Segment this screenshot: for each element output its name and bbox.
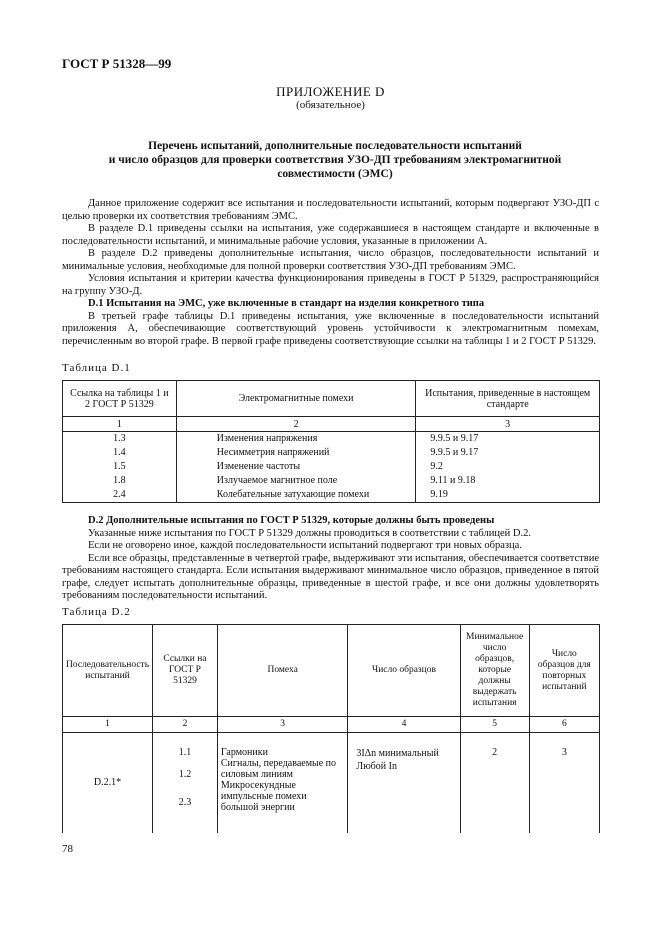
table1-caption: Таблица D.1 <box>62 362 131 374</box>
t1-cell-disturbance: Несимметрия напряжений <box>176 446 416 460</box>
t1-header-tests: Испытания, приведенные в настоящем стандарте <box>416 381 600 417</box>
t1-cell-ref: 1.4 <box>63 446 177 460</box>
ref-item: 1.2 <box>178 769 192 780</box>
t2-header-refs: Ссылки на ГОСТ Р 51329 <box>153 625 218 717</box>
paragraph-7: Если не оговорено иное, каждой последовательности испытаний подвергают три новых образца. <box>88 540 522 551</box>
paragraph-4: Условия испытания и критерии качества функционирования приведены в ГОСТ Р 51329, распространяющийся на группу УЗО-Д. <box>62 273 599 297</box>
main-title-line1: Перечень испытаний, дополнительные последовательности испытаний <box>148 140 522 152</box>
main-title-line2: и число образцов для проверки соответствия УЗО-ДП требованиям электромагнитной <box>108 154 562 166</box>
t2-header-sequence: Последовательность испытаний <box>63 625 153 717</box>
section-d1-heading: D.1 Испытания на ЭМС, уже включенные в стандарт на изделия конкретного типа <box>88 298 485 309</box>
t1-cell-disturbance: Излучаемое магнитное поле <box>176 474 416 488</box>
t1-header-ref: Ссылка на таблицы 1 и 2 ГОСТ Р 51329 <box>63 381 177 417</box>
page-number: 78 <box>62 843 73 855</box>
appendix-title: ПРИЛОЖЕНИЕ D <box>276 84 385 99</box>
t2-cell-retest: 3 <box>529 733 599 833</box>
t1-cell-disturbance: Изменение частоты <box>176 460 416 474</box>
intro-text <box>62 198 599 348</box>
table2-caption: Таблица D.2 <box>62 606 131 618</box>
t1-colnum: 1 <box>63 417 177 432</box>
t1-cell-tests: 9.19 <box>416 488 600 503</box>
t1-cell-ref: 2.4 <box>63 488 177 503</box>
table-row <box>63 460 600 474</box>
t1-colnum: 3 <box>416 417 600 432</box>
disturbance-item: Микросекундные импульсные помехи большой энергии <box>220 780 307 813</box>
main-title <box>80 139 590 181</box>
t2-cell-samples <box>348 733 460 833</box>
t2-header-samples: Число образцов <box>348 625 460 717</box>
t1-cell-disturbance: Колебательные затухающие помехи <box>176 488 416 503</box>
paragraph-1: Данное приложение содержит все испытания и последовательности испытаний, которым подвергают УЗО-ДП с целью проверки их соответствия требованиям ЭМС. <box>62 198 599 222</box>
t2-cell-min-samples: 2 <box>460 733 529 833</box>
t2-cell-disturbance <box>217 733 348 833</box>
t2-cell-refs <box>153 733 218 833</box>
paragraph-3: В разделе D.2 приведены дополнительные испытания, число образцов, последовательности испытаний и минимальные условия, необходимые для полной проверки соответствия УЗО-ДП требованиям ЭМС. <box>62 248 599 272</box>
t1-cell-tests: 9.9.5 и 9.17 <box>416 432 600 447</box>
t1-cell-tests: 9.2 <box>416 460 600 474</box>
t1-cell-ref: 1.5 <box>63 460 177 474</box>
document-code: ГОСТ Р 51328—99 <box>62 56 172 71</box>
t2-cell-sequence: D.2.1* <box>63 733 153 833</box>
t1-cell-ref: 1.8 <box>63 474 177 488</box>
t1-cell-disturbance: Изменения напряжения <box>176 432 416 447</box>
t2-colnum: 5 <box>460 717 529 733</box>
t2-header-disturbance: Помеха <box>217 625 348 717</box>
disturbance-item: Сигналы, передаваемые по силовым линиям <box>220 758 337 780</box>
t2-header-retest: Число образцов для повторных испытаний <box>529 625 599 717</box>
t2-colnum: 6 <box>529 717 599 733</box>
disturbance-item: Гармоники <box>220 747 268 758</box>
t1-cell-ref: 1.3 <box>63 432 177 447</box>
table-row <box>63 432 600 447</box>
t1-cell-tests: 9.9.5 и 9.17 <box>416 446 600 460</box>
t1-cell-tests: 9.11 и 9.18 <box>416 474 600 488</box>
appendix-subtitle: (обязательное) <box>296 99 365 111</box>
table-row <box>63 446 600 460</box>
ref-item: 2.3 <box>178 797 192 808</box>
section-d2-text <box>62 515 599 603</box>
main-title-line3: совместимости (ЭМС) <box>277 168 393 180</box>
section-d2-heading: D.2 Дополнительные испытания по ГОСТ Р 51329, которые должны быть проведены <box>88 515 495 526</box>
t2-colnum: 1 <box>63 717 153 733</box>
table-d1 <box>62 380 600 503</box>
t1-colnum: 2 <box>176 417 416 432</box>
t2-header-min-samples: Минимальное число образцов, которые должны выдержать испытания <box>460 625 529 717</box>
table-row <box>63 474 600 488</box>
table-d2 <box>62 624 600 833</box>
t2-colnum: 2 <box>153 717 218 733</box>
table-row <box>63 488 600 503</box>
paragraph-6: Указанные ниже испытания по ГОСТ Р 51329 должны проводиться в соответствии с таблицей D.2. <box>88 527 531 539</box>
t2-colnum: 3 <box>217 717 348 733</box>
t1-header-disturbance: Электромагнитные помехи <box>176 381 416 417</box>
t2-colnum: 4 <box>348 717 460 733</box>
samples-item: Любой In <box>356 761 397 772</box>
paragraph-5: В третьей графе таблицы D.1 приведены испытания, уже включенные в последовательности испытаний приложения А, обеспечивающие соответствующий уровень устойчивости к электромагнитным помехам, перечисленным во второй графе. В первой графе приведены соответствующие ссылки на таблицы 1 и 2 ГОСТ Р 51329. <box>62 310 599 347</box>
table-row <box>63 733 600 833</box>
paragraph-2: В разделе D.1 приведены ссылки на испытания, уже содержавшиеся в настоящем стандарте и включенные в последовательности испытаний, и минимальные рабочие условия, указанные в приложении А. <box>62 223 599 247</box>
ref-item: 1.1 <box>178 747 192 758</box>
paragraph-8: Если все образцы, представленные в четвертой графе, выдерживают эти испытания, обеспечивается соответствие требованиям настоящего стандарта. Если испытания выдерживают минимальное число образцов, приведенное в пятой графе, следует испытать дополнительные образцы, приведенные в шестой графе, и все они должны удовлетворять требованиям последовательности испытаний. <box>62 552 599 601</box>
samples-item: 3IΔn минимальный <box>356 748 439 759</box>
